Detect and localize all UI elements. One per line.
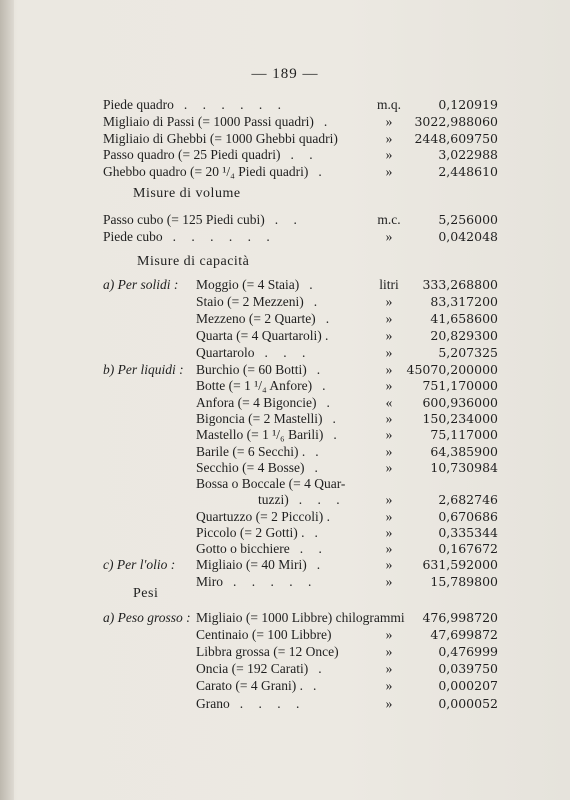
table-row <box>0 573 570 590</box>
row-label: Carato (= 4 Grani) . . <box>196 678 323 694</box>
row-unit: » <box>385 311 393 326</box>
row-label: Mezzeno (= 2 Quarte) . <box>196 311 336 326</box>
row-unit: » <box>385 328 393 343</box>
row-value: 631,592000 <box>422 557 498 572</box>
row-unit: » <box>385 294 393 309</box>
row-label: Bossa o Boccale (= 4 Quar- <box>196 476 346 492</box>
weights-heading: Pesi <box>133 586 159 601</box>
leader-dots: . . . . <box>239 695 306 711</box>
row-label: Migliaio di Ghebbi (= 1000 Ghebbi quadri) <box>103 130 338 146</box>
row-value: 476,998720 <box>422 610 498 625</box>
row-value: 2448,609750 <box>414 130 498 146</box>
leader-dots: . <box>326 394 336 410</box>
table-row <box>0 228 570 245</box>
row-label: Piccolo (= 2 Gotti) . . <box>196 525 324 540</box>
row-unit: » <box>385 113 393 129</box>
row-value: 150,234000 <box>422 410 498 426</box>
row-value: 3022,988060 <box>414 113 498 129</box>
row-value: 47,699872 <box>430 627 498 643</box>
row-value: 83,317200 <box>430 294 498 309</box>
leader-dots: . <box>318 164 328 180</box>
leader-dots: . . . . . . <box>183 97 287 112</box>
leader-dots: . <box>325 311 336 326</box>
table-row <box>0 146 570 163</box>
row-unit: » <box>385 147 393 163</box>
leader-dots: . . . . . . <box>172 229 276 244</box>
row-value: 600,936000 <box>422 394 498 410</box>
row-value: 15,789800 <box>430 574 498 589</box>
table-row <box>0 475 570 492</box>
row-label: Gotto o bicchiere . . <box>196 541 328 557</box>
leader-dots: . <box>309 277 319 292</box>
row-unit: » <box>385 378 393 394</box>
row-label: Quartuzzo (= 2 Piccoli) . <box>196 508 330 524</box>
row-unit: « <box>385 394 393 410</box>
row-label: Quartarolo . . . <box>196 345 312 360</box>
table-row <box>0 660 570 677</box>
leader-dots: . <box>322 378 332 394</box>
leader-dots: . . <box>274 212 303 227</box>
row-unit: » <box>385 644 393 660</box>
row-value: 751,170000 <box>422 378 498 394</box>
row-label: Moggio (= 4 Staia) . <box>196 277 319 292</box>
capacity-heading: Misure di capacità <box>137 254 250 269</box>
row-unit: » <box>385 541 393 557</box>
leader-dots: . <box>314 459 324 475</box>
row-value: 0,039750 <box>438 661 498 677</box>
category-olio: c) Per l'olio : <box>103 557 176 572</box>
leader-dots: . <box>316 557 327 572</box>
table-row <box>0 344 570 361</box>
row-unit: » <box>385 695 393 711</box>
category-liquidi: b) Per liquidi : <box>103 362 184 377</box>
row-label: Ghebbo quadro (= 20 ¹/₄ Piedi quadri) . <box>103 164 328 180</box>
row-value: 2,448610 <box>438 164 498 180</box>
row-label: Passo cubo (= 125 Piedi cubi) . . <box>103 212 303 227</box>
row-unit: » <box>385 410 393 426</box>
row-unit: m.c. <box>377 212 401 227</box>
row-label: Burchio (= 60 Botti) . <box>196 362 327 377</box>
row-value: 45070,200000 <box>406 362 498 377</box>
table-row <box>0 491 570 508</box>
leader-dots: . . <box>299 541 328 557</box>
row-label: Staio (= 2 Mezzeni) . <box>196 294 324 309</box>
row-label: Miro . . . . . <box>196 574 318 589</box>
row-unit: » <box>385 229 393 244</box>
leader-dots: . <box>315 443 325 459</box>
table-row <box>0 96 570 113</box>
row-label: Oncia (= 192 Carati) . <box>196 661 328 677</box>
row-label: Piede cubo . . . . . . <box>103 229 276 244</box>
leader-dots: . <box>312 678 323 694</box>
row-label: Quarta (= 4 Quartaroli) . <box>196 328 329 343</box>
row-unit: » <box>385 427 393 443</box>
row-value: 64,385900 <box>430 443 498 459</box>
leader-dots: . <box>332 410 342 426</box>
page-number: — 189 — <box>251 66 319 82</box>
leader-dots: . <box>318 661 328 677</box>
table-row <box>0 677 570 694</box>
row-label: Grano . . . . <box>196 695 306 711</box>
row-unit: » <box>385 574 393 589</box>
row-value: 0,476999 <box>438 644 498 660</box>
leader-dots: . . . . . <box>233 574 318 589</box>
table-row <box>0 310 570 327</box>
row-unit: » <box>385 678 393 694</box>
row-unit: » <box>385 508 393 524</box>
row-label: Bigoncia (= 2 Mastelli) . <box>196 410 342 426</box>
table-row <box>0 293 570 310</box>
category-solidi: a) Per solidi : <box>103 277 179 292</box>
row-unit: » <box>385 130 393 146</box>
leader-dots: . . . <box>264 345 312 360</box>
row-unit: » <box>385 362 393 377</box>
row-label: Barile (= 6 Secchi) . . <box>196 443 325 459</box>
row-label: Piede quadro . . . . . . <box>103 97 287 112</box>
row-value: 10,730984 <box>430 459 498 475</box>
table-row <box>0 130 570 147</box>
row-unit: » <box>385 627 393 643</box>
leader-dots: . . <box>290 147 319 163</box>
row-value: 0,000052 <box>438 695 498 711</box>
leader-dots: . <box>333 427 343 443</box>
row-unit: litri <box>379 277 399 292</box>
table-row <box>0 394 570 411</box>
row-unit: » <box>385 345 393 360</box>
row-value: 0,670686 <box>438 508 498 524</box>
table-row <box>0 524 570 541</box>
row-label: Migliaio (= 1000 Libbre) chilogrammi <box>196 610 405 625</box>
row-value: 333,268800 <box>422 277 498 292</box>
row-value: 0,167672 <box>438 541 498 557</box>
row-value: 0,120919 <box>438 97 498 112</box>
leader-dots: . <box>314 525 324 540</box>
table-row <box>0 327 570 344</box>
row-label: Libbra grossa (= 12 Once) <box>196 644 339 660</box>
row-value: 20,829300 <box>430 328 498 343</box>
row-label: Passo quadro (= 25 Piedi quadri) . . <box>103 147 319 163</box>
row-label: Mastello (= 1 ¹/₆ Barili) . <box>196 427 343 443</box>
row-unit: » <box>385 661 393 677</box>
table-row <box>0 163 570 180</box>
leader-dots: . <box>313 294 324 309</box>
row-unit: » <box>385 443 393 459</box>
row-value: 0,042048 <box>438 229 498 244</box>
row-value: 0,335344 <box>438 525 498 540</box>
row-value: 2,682746 <box>438 492 498 508</box>
row-value: 5,256000 <box>438 212 498 227</box>
row-value: 41,658600 <box>430 311 498 326</box>
volume-heading: Misure di volume <box>133 186 241 201</box>
leader-dots: . <box>316 362 327 377</box>
row-unit: » <box>385 459 393 475</box>
leader-dots: . . . <box>298 492 346 508</box>
table-row <box>0 643 570 660</box>
table-row <box>0 410 570 427</box>
row-value: 0,000207 <box>438 678 498 694</box>
row-label: Secchio (= 4 Bosse) . <box>196 459 324 475</box>
table-row <box>0 695 570 712</box>
leader-dots: . <box>323 113 334 129</box>
row-label: Anfora (= 4 Bigoncie) . <box>196 394 336 410</box>
table-row <box>0 626 570 643</box>
row-unit: m.q. <box>376 97 401 112</box>
table-row <box>0 508 570 525</box>
table-row <box>0 113 570 130</box>
table-row <box>0 426 570 443</box>
row-unit: » <box>385 164 393 180</box>
row-label: Migliaio di Passi (= 1000 Passi quadri) . <box>103 113 334 129</box>
row-label: tuzzi) . . . <box>258 492 346 508</box>
row-value: 3,022988 <box>438 147 498 163</box>
row-unit: » <box>385 557 393 572</box>
row-unit: » <box>385 492 393 508</box>
row-label: Migliaio (= 40 Miri) . <box>196 557 327 572</box>
row-label: Centinaio (= 100 Libbre) <box>196 627 332 643</box>
row-unit: » <box>385 525 393 540</box>
table-row <box>0 443 570 460</box>
table-row <box>0 377 570 394</box>
table-row <box>0 211 570 228</box>
table-row <box>0 459 570 476</box>
row-value: 5,207325 <box>438 345 498 360</box>
row-label: Botte (= 1 ¹/₄ Anfore) . <box>196 378 332 394</box>
category-peso-grosso: a) Peso grosso : <box>103 610 191 625</box>
table-row <box>0 540 570 557</box>
row-value: 75,117000 <box>430 427 498 443</box>
